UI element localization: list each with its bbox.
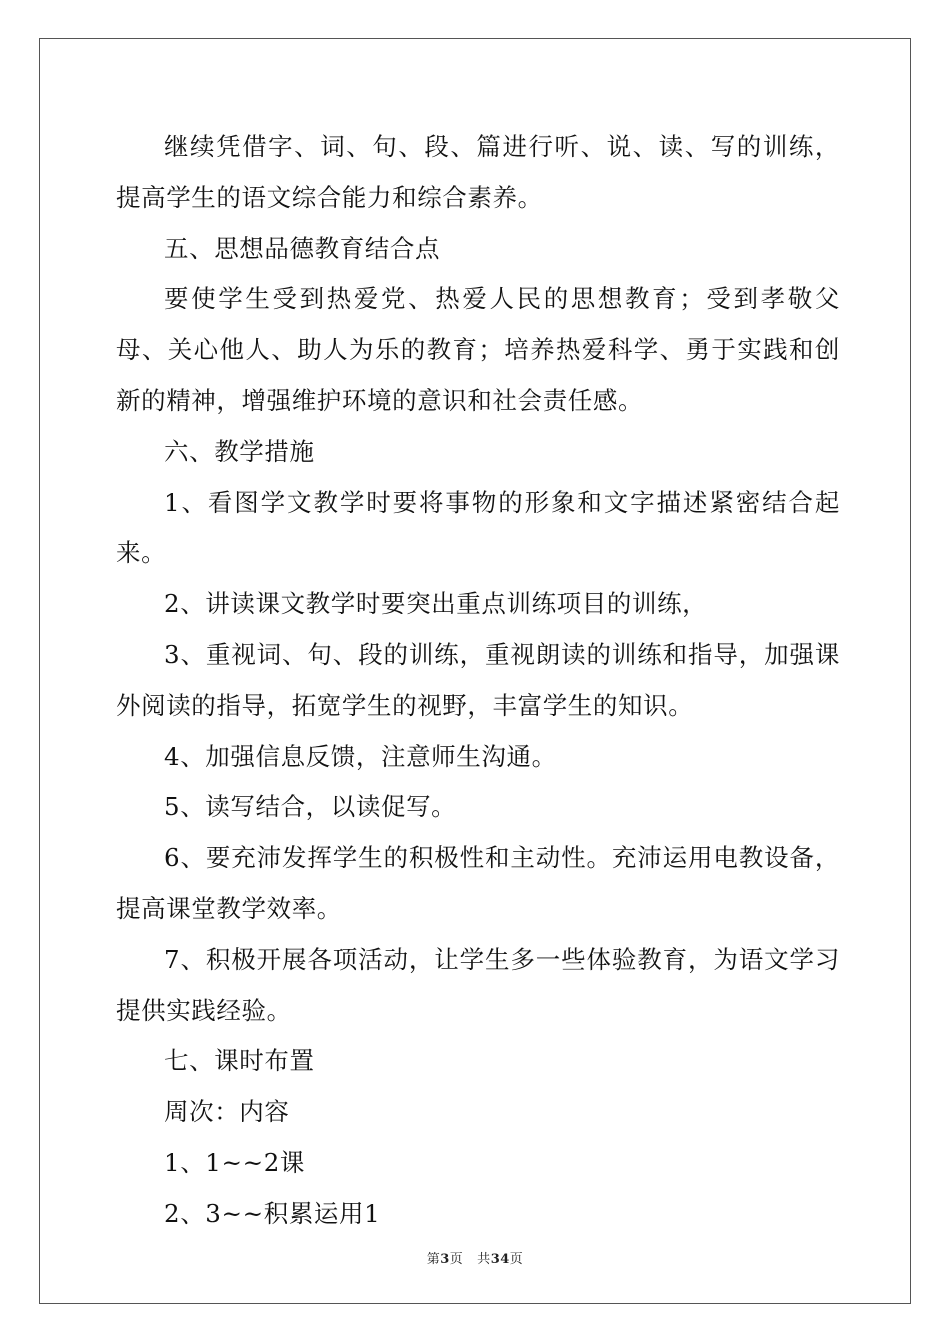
list-item: 1、看图学文教学时要将事物的形象和文字描述紧密结合起来。 [116, 487, 840, 568]
section-heading: 七、课时布置 [164, 1046, 315, 1076]
footer-total-suffix: 页 [509, 1252, 524, 1267]
total-pages-number: 34 [490, 1252, 510, 1267]
list-item: 1、1~~2课 [164, 1147, 306, 1177]
list-item: 3、重视词、句、段的训练，重视朗读的训练和指导，加强课外阅读的指导，拓宽学生的视野，丰富学生的知识。 [116, 639, 840, 720]
footer-page-suffix: 页 [449, 1252, 464, 1267]
page-footer [0, 1248, 950, 1267]
list-item: 5、读写结合，以读促写。 [164, 792, 457, 822]
document-body [116, 122, 840, 1240]
list-item: 7、积极开展各项活动，让学生多一些体验教育，为语文学习提供实践经验。 [116, 944, 840, 1025]
section-heading: 五、思想品德教育结合点 [164, 233, 441, 263]
list-item: 2、3~~积累运用1 [164, 1198, 381, 1228]
footer-total-prefix: 共 [477, 1252, 491, 1267]
section-heading: 六、教学措施 [164, 436, 315, 466]
list-item: 6、要充沛发挥学生的积极性和主动性。充沛运用电教设备，提高课堂教学效率。 [116, 843, 840, 923]
paragraph: 继续凭借字、词、句、段、篇进行听、说、读、写的训练，提高学生的语文综合能力和综合素养。 [116, 132, 840, 212]
paragraph: 周次：内容 [164, 1097, 290, 1127]
list-item: 2、讲读课文教学时要突出重点训练项目的训练， [164, 589, 708, 619]
list-item: 4、加强信息反馈，注意师生沟通。 [164, 741, 557, 771]
paragraph: 要使学生受到热爱党、热爱人民的思想教育；受到孝敬父母、关心他人、助人为乐的教育；培养热爱科学、勇于实践和创新的精神，增强维护环境的意识和社会责任感。 [116, 284, 840, 415]
current-page-number: 3 [440, 1252, 450, 1267]
footer-prefix: 第 [426, 1252, 441, 1267]
